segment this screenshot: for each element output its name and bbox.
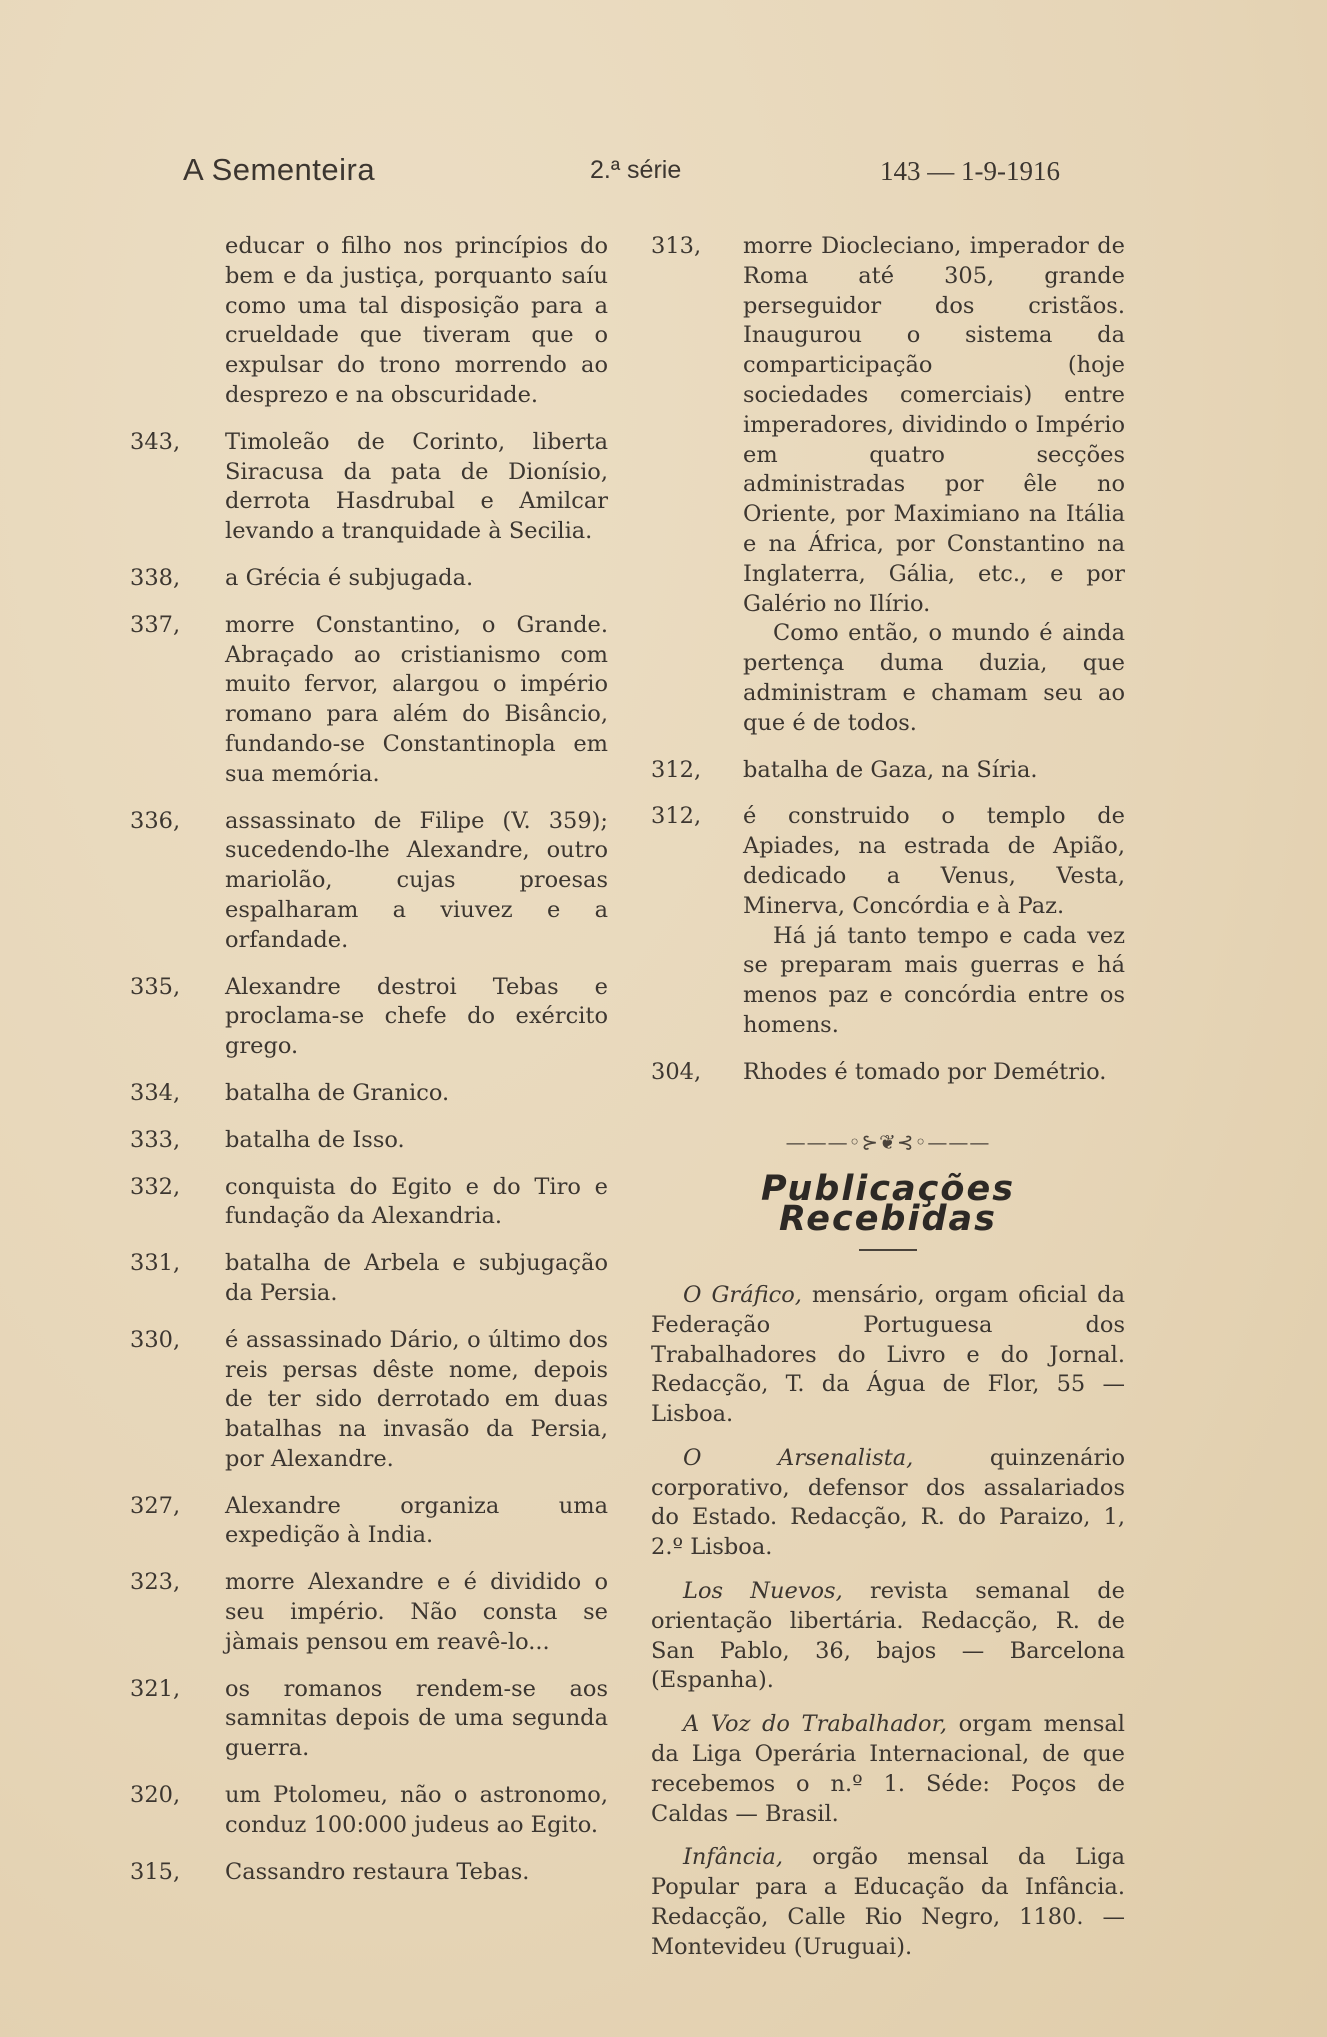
entry-text: Alexandre destroi Tebas e proclama-se chefe do exército grego.: [225, 973, 608, 1060]
chronology-entry: [130, 1326, 608, 1475]
entry-text: conquista do Egito e do Tiro e fundação da Alexandria.: [225, 1173, 608, 1230]
publication-title: O Gráfico,: [683, 1281, 802, 1308]
entry-year: 327,: [130, 1492, 181, 1519]
publication-item: [651, 1843, 1125, 1962]
publication-description: orgam mensal da Liga Operária Internacional, de que recebemos o n.º 1. Séde: Poços de Caldas — Brasil.: [651, 1711, 1125, 1827]
chronology-entry: [130, 1126, 608, 1156]
entry-text: a Grécia é subjugada.: [225, 564, 474, 591]
entry-text: é assassinado Dário, o último dos reis persas dêste nome, depois de ter sido derrotado em duas batalhas na invasão da Persia, por Alexandre.: [225, 1326, 608, 1472]
entry-year: 330,: [130, 1326, 181, 1353]
entry-year: 338,: [130, 564, 181, 591]
publication-item: [651, 1577, 1125, 1696]
publication-description: mensário, orgam oficial da Federação Portuguesa dos Trabalhadores do Livro e do Jornal. Redacção, T. da Água de Flor, 55 — Lisboa.: [651, 1281, 1125, 1428]
publication-title: O Arsenalista,: [683, 1444, 914, 1471]
chronology-entry: [130, 1079, 608, 1109]
entry-text: Rhodes é tomado por Demétrio.: [743, 1058, 1107, 1085]
entry-text: batalha de Arbela e subjugação da Persia.: [225, 1250, 608, 1306]
entry-year: 323,: [130, 1569, 181, 1596]
chronology-entry: [130, 428, 608, 547]
chronology-entry: [130, 1249, 608, 1309]
left-column: [130, 232, 608, 1904]
entry-text: os romanos rendem-se aos samnitas depois de uma segunda guerra.: [225, 1675, 608, 1762]
continuation-text: educar o filho nos princípios do bem e da justiça, porquanto saíu como uma tal disposição para a crueldade que tiveram que o expulsar do trono morrendo ao desprezo e na obscuridade.: [225, 233, 608, 408]
entry-year: 304,: [651, 1058, 702, 1085]
entry-text: Cassandro restaura Tebas.: [225, 1858, 530, 1885]
chronology-entry: [130, 807, 608, 956]
entry-year: 312,: [651, 803, 702, 830]
publication-item: [651, 1281, 1125, 1430]
publication-item: [651, 1444, 1125, 1563]
chronology-entry: [130, 1568, 608, 1657]
chronology-entry: [130, 1492, 608, 1552]
entry-year: 331,: [130, 1250, 181, 1277]
running-header: [0, 152, 1327, 192]
section-title: Publicações Recebidas: [760, 1169, 1016, 1240]
publication-description: revista semanal de orientação libertária. Redacção, R. de San Pablo, 36, bajos — Barcelona (Espanha).: [651, 1578, 1125, 1694]
chronology-entry: [651, 1058, 1125, 1088]
entry-year: 315,: [130, 1858, 181, 1885]
publication-title: Los Nuevos,: [683, 1578, 843, 1605]
publication-description: quinzenário corporativo, defensor dos assalariados do Estado. Redacção, R. do Paraizo, 1, 2.º Lisboa.: [651, 1444, 1126, 1561]
publications-list: [651, 1281, 1125, 1963]
title-rule: [859, 1249, 917, 1251]
entry-year: 334,: [130, 1079, 181, 1106]
entry-year: 313,: [651, 233, 702, 259]
entry-text: assassinato de Filipe (V. 359); sucedendo-lhe Alexandre, outro mariolão, cujas proesas espalharam a viuvez e a orfandade.: [225, 807, 608, 953]
chronology-entry: [130, 611, 608, 790]
publication-description: orgão mensal da Liga Popular para a Educação da Infância. Redacção, Calle Rio Negro, 1180. — Montevideu (Uruguai).: [651, 1844, 1125, 1960]
right-column: [651, 232, 1125, 1977]
entry-year: 321,: [130, 1675, 181, 1702]
entry-text: batalha de Isso.: [225, 1126, 405, 1153]
entry-text: é construido o templo de Apiades, na estrada de Apião, dedicado a Venus, Vesta, Minerva, Concórdia e à Paz.: [743, 803, 1125, 919]
entry-year: 312,: [651, 756, 702, 783]
left-entries: [130, 428, 608, 1888]
issue-date: 143 — 1-9-1916: [880, 156, 1060, 186]
entry-text: morre Constantino, o Grande. Abraçado ao cristianismo com muito fervor, alargou o império romano para além do Bisâncio, fundando-se Constantinopla em sua memória.: [225, 611, 608, 787]
series-label: 2.ª série: [590, 156, 682, 184]
chronology-entry: [130, 564, 608, 594]
journal-name: A Sementeira: [183, 152, 376, 187]
entry-text: um Ptolomeu, não o astronomo, conduz 100:000 judeus ao Egito.: [225, 1782, 608, 1838]
ornament-divider: ———◦⊱❦⊰◦———: [785, 1129, 991, 1154]
entry-year: 335,: [130, 973, 181, 1000]
entry-text: morre Diocleciano, imperador de Roma até 305, grande perseguidor dos cristãos. Inaugurou o sistema da comparticipação (hoje sociedades comerciais) entre imperadores, dividindo o Império em quatro secções administradas por êle no Oriente, por Maximiano na Itália e na África, por Constantino na Inglaterra, Gália, etc., e por Galério no Ilírio.: [743, 233, 1125, 617]
chronology-entry: [130, 1781, 608, 1841]
chronology-entry: [130, 1173, 608, 1233]
chronology-entry: [651, 802, 1125, 1040]
chronology-entry: [651, 756, 1125, 786]
chronology-entry: [130, 1675, 608, 1764]
chronology-entry: [130, 1858, 608, 1888]
chronology-entry: [130, 973, 608, 1062]
entry-text: morre Alexandre e é dividido o seu império. Não consta se jàmais pensou em reavê-lo...: [225, 1569, 608, 1655]
publication-title: Infância,: [683, 1844, 783, 1871]
entry-commentary: Como então, o mundo é ainda pertença duma duzia, que administram e chamam seu ao que é de todos.: [743, 620, 1125, 736]
entry-year: 343,: [130, 428, 181, 455]
publication-title: A Voz do Trabalhador,: [683, 1711, 948, 1738]
right-entries: [651, 232, 1125, 1088]
entry-text: Timoleão de Corinto, liberta Siracusa da pata de Dionísio, derrota Hasdrubal e Amilcar levando a tranquidade à Secilia.: [225, 428, 608, 545]
entry-year: 320,: [130, 1782, 181, 1809]
entry-commentary: Há já tanto tempo e cada vez se preparam mais guerras e há menos paz e concórdia entre os homens.: [743, 922, 1125, 1038]
entry-year: 333,: [130, 1126, 181, 1153]
entry-year: 336,: [130, 807, 181, 834]
publication-item: [651, 1710, 1125, 1829]
chronology-entry: [651, 232, 1125, 739]
entry-year: 337,: [130, 611, 181, 638]
entry-text: Alexandre organiza uma expedição à India.: [225, 1492, 608, 1549]
entry-text: batalha de Gaza, na Síria.: [743, 756, 1038, 783]
entry-year: 332,: [130, 1173, 181, 1200]
entry-text: batalha de Granico.: [225, 1079, 450, 1106]
